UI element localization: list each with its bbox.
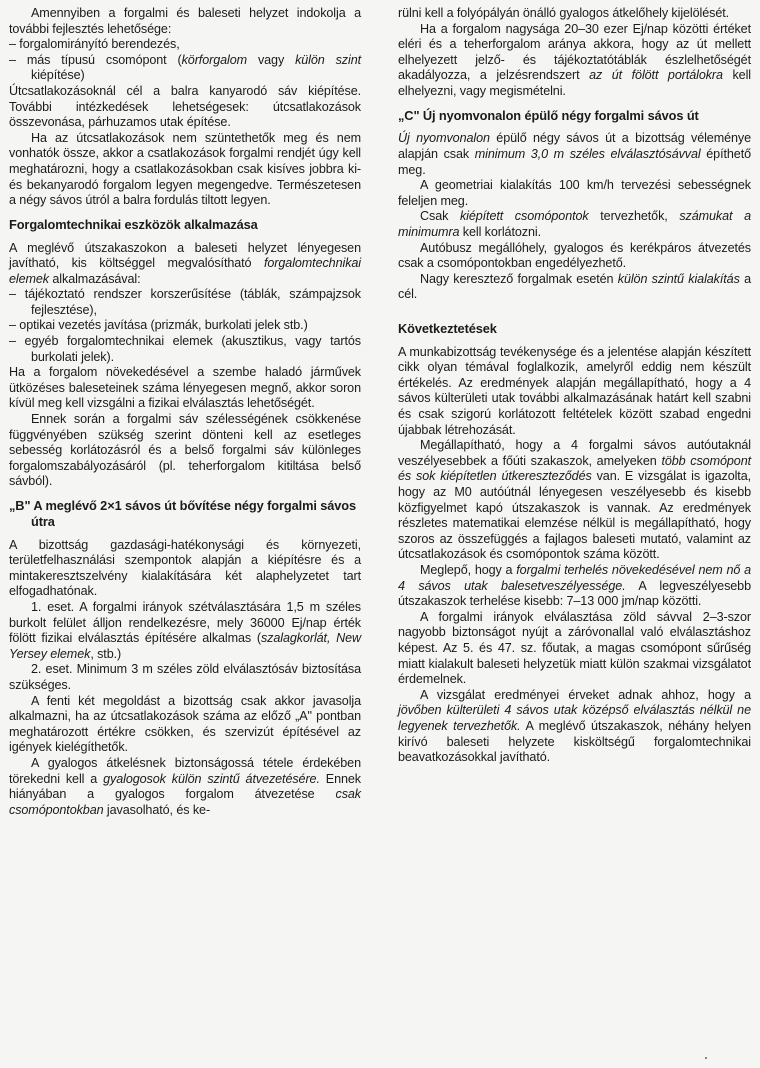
paragraph: Csak kiépített csomópontok tervezhetők, számukat a minimumra kell korlátozni. (398, 209, 751, 239)
section-heading: Következtetések (398, 320, 497, 336)
right-column (398, 6, 751, 766)
paragraph: Nagy keresztező forgalmak esetén külön szintű kialakítás a cél. (398, 271, 751, 302)
paragraph: Meglepő, hogy a forgalmi terhelés növekedésével nem nő a 4 sávos utak balesetveszélyessége. A legveszélyesebb útszakaszok terhelése kisebb: 7–13 000 jm/nap közötti. (398, 563, 751, 609)
paragraph: Ha az útcsatlakozások nem szüntethetők meg és nem vonhatók össze, akkor a csatlakozások forgalmi rendjét úgy kell meghatározni, hogy a csatlakozásokban csak kisíves jobbra ki- és bekanyarodó forgalom legyen megengedve. Természetesen a négy sávos útról a balra fordulás tiltott legyen. (9, 130, 361, 208)
paragraph: Ha a forgalom nagysága 20–30 ezer Ej/nap közötti értéket eléri és a teherforgalom aránya akkora, hogy az út mellett elhelyezett jelző- és tájékoztatótáblák észlelhetőségét akadályozza, a jelzésrendszert az út fölött portálokra kell elhelyezni, vagy megismételni. (398, 21, 751, 98)
paragraph: A munkabizottság tevékenysége és a jelentése alapján készített cikk olyan témával foglalkozik, amelyről eddig nem készült értékelés. Az eredmények alapján megállapítható, hogy a 4 sávos külterületi utak további alkalmazásának határt kell szabni és csak szigorú korlátozott feltételek között szabad engedni újabbak létrehozását. (398, 344, 751, 437)
paragraph: Autóbusz megállóhely, gyalogos és kerékpáros átvezetés csak a csomópontokban engedélyezhető. (398, 240, 751, 271)
section-heading: „C" Új nyomvonalon épülő négy forgalmi sávos út (398, 107, 699, 123)
paragraph: A bizottság gazdasági-hatékonysági és környezeti, területfelhasználási szempontok alapján a kiépítésre és a mintakeresztszelvény kialakítására két alaphelyzetet tart elfogadhatónak. (9, 537, 361, 599)
paragraph: 2. eset. Minimum 3 m széles zöld elválasztósáv biztosítása szükséges. (9, 662, 361, 692)
paragraph: Amennyiben a forgalmi és baleseti helyzet indokolja a további fejlesztés lehetősége: (9, 6, 361, 36)
list-item: – más típusú csomópont (körforgalom vagy külön szint kiépítése) (9, 52, 362, 83)
paragraph: 1. eset. A forgalmi irányok szétválasztására 1,5 m széles burkolt felület álljon rendelkezésre, mely 36000 Ej/nap érték fölött fizikai elválasztás építésére alkalmas (szalagkorlát, New Yersey elemek, stb.) (9, 599, 361, 661)
scan-mark (705, 1057, 707, 1059)
paragraph: Megállapítható, hogy a 4 forgalmi sávos autóutaknál veszélyesebbek a főúti szakaszok, amelyeken több csomópont és sok kiépítetlen útkereszteződés van. E vizsgálat is igazolta, hogy az M0 autóútnál lényegesen veszélyesebb és kisebb közfigyelmet kapó útszakaszok is vannak. Az eredmények részletes matematikai elemzése nélkül is megállapítható, hogy szoros az összefüggés a fajlagos baleseti mutató, valamint az útcsatlakozások és csomópontok száma között. (398, 438, 751, 562)
list-item: – optikai vezetés javítása (prizmák, burkolati jelek stb.) (9, 318, 308, 333)
paragraph: A gyalogos átkelésnek biztonságossá tétele érdekében törekedni kell a gyalogosok külön szintű átvezetésére. Ennek hiányában a gyalogos forgalom átvezetése csak csomópontokban javasolható, és ke- (9, 755, 362, 817)
paragraph: A forgalmi irányok elválasztása zöld sávval 2–3-szor nagyobb biztonságot nyújt a záróvonallal való elválasztáshoz képest. Az 5. és 47. sz. főutak, a magas csomópont sűrűség miatt kialakult baleseti helyzetük miatt külön szakmai vizsgálatot érdemelnek. (398, 609, 751, 687)
paragraph: A vizsgálat eredményei érveket adnak ahhoz, hogy a jövőben külterületi 4 sávos utak középső elválasztás nélkül ne legyenek tervezhetők. A meglévő útszakaszok, néhány helyen kirívó baleseti helyzete kisköltségű forgalomtechnikai beavatkozásokkal javítható. (398, 687, 751, 765)
section-heading: Forgalomtechnikai eszközök alkalmazása (9, 216, 258, 232)
paragraph: A fenti két megoldást a bizottság csak akkor javasolja alkalmazni, ha az útcsatlakozások száma az előző „A" pontban meghatározott értékre csökken, és szervizút építésével az igények kielégíthetők. (9, 693, 361, 755)
paragraph: Ennek során a forgalmi sáv szélességének csökkenése függvényében szükség szerint dönteni kell az esetleges sebesség korlátozásról és a belső forgalmi sáv különleges forgalomszabályozásáról (pl. teherforgalom kitiltása belső sávból). (9, 412, 361, 489)
left-column (9, 6, 361, 818)
spacer (398, 303, 751, 313)
paragraph: A meglévő útszakaszokon a baleseti helyzet lényegesen javítható, kis költséggel megvalósítható forgalomtechnikai elemek alkalmazásával: (9, 240, 361, 286)
paragraph: rülni kell a folyópályán önálló gyalogos átkelőhely kijelölését. (398, 6, 730, 20)
paragraph: Ha a forgalom növekedésével a szembe haladó járművek ütközéses baleseteinek száma lényegesen megnő, akkor soron kívül meg kell vizsgálni a fizikai elválasztás lehetőségét. (9, 365, 361, 411)
list-item: – tájékoztató rendszer korszerűsítése (táblák, számpajzsok fejlesztése), (9, 287, 361, 317)
list-item: – forgalomirányító berendezés, (9, 37, 180, 52)
section-heading: „B" A meglévő 2×1 sávos út bővítése négy forgalmi sávos útra (9, 498, 357, 529)
paragraph: Útcsatlakozásoknál cél a balra kanyarodó sáv kiépítése. További intézkedések lehetségesek: útcsatlakozások összevonása, párhuzamos utak építése. (9, 83, 361, 130)
paragraph: Új nyomvonalon épülő négy sávos út a bizottság véleménye alapján csak minimum 3,0 m széles elválasztósávval építhető meg. (398, 131, 751, 177)
paragraph: A geometriai kialakítás 100 km/h tervezési sebességnek feleljen meg. (398, 178, 751, 208)
list-item: – egyéb forgalomtechnikai elemek (akusztikus, vagy tartós burkolati jelek). (9, 334, 361, 364)
